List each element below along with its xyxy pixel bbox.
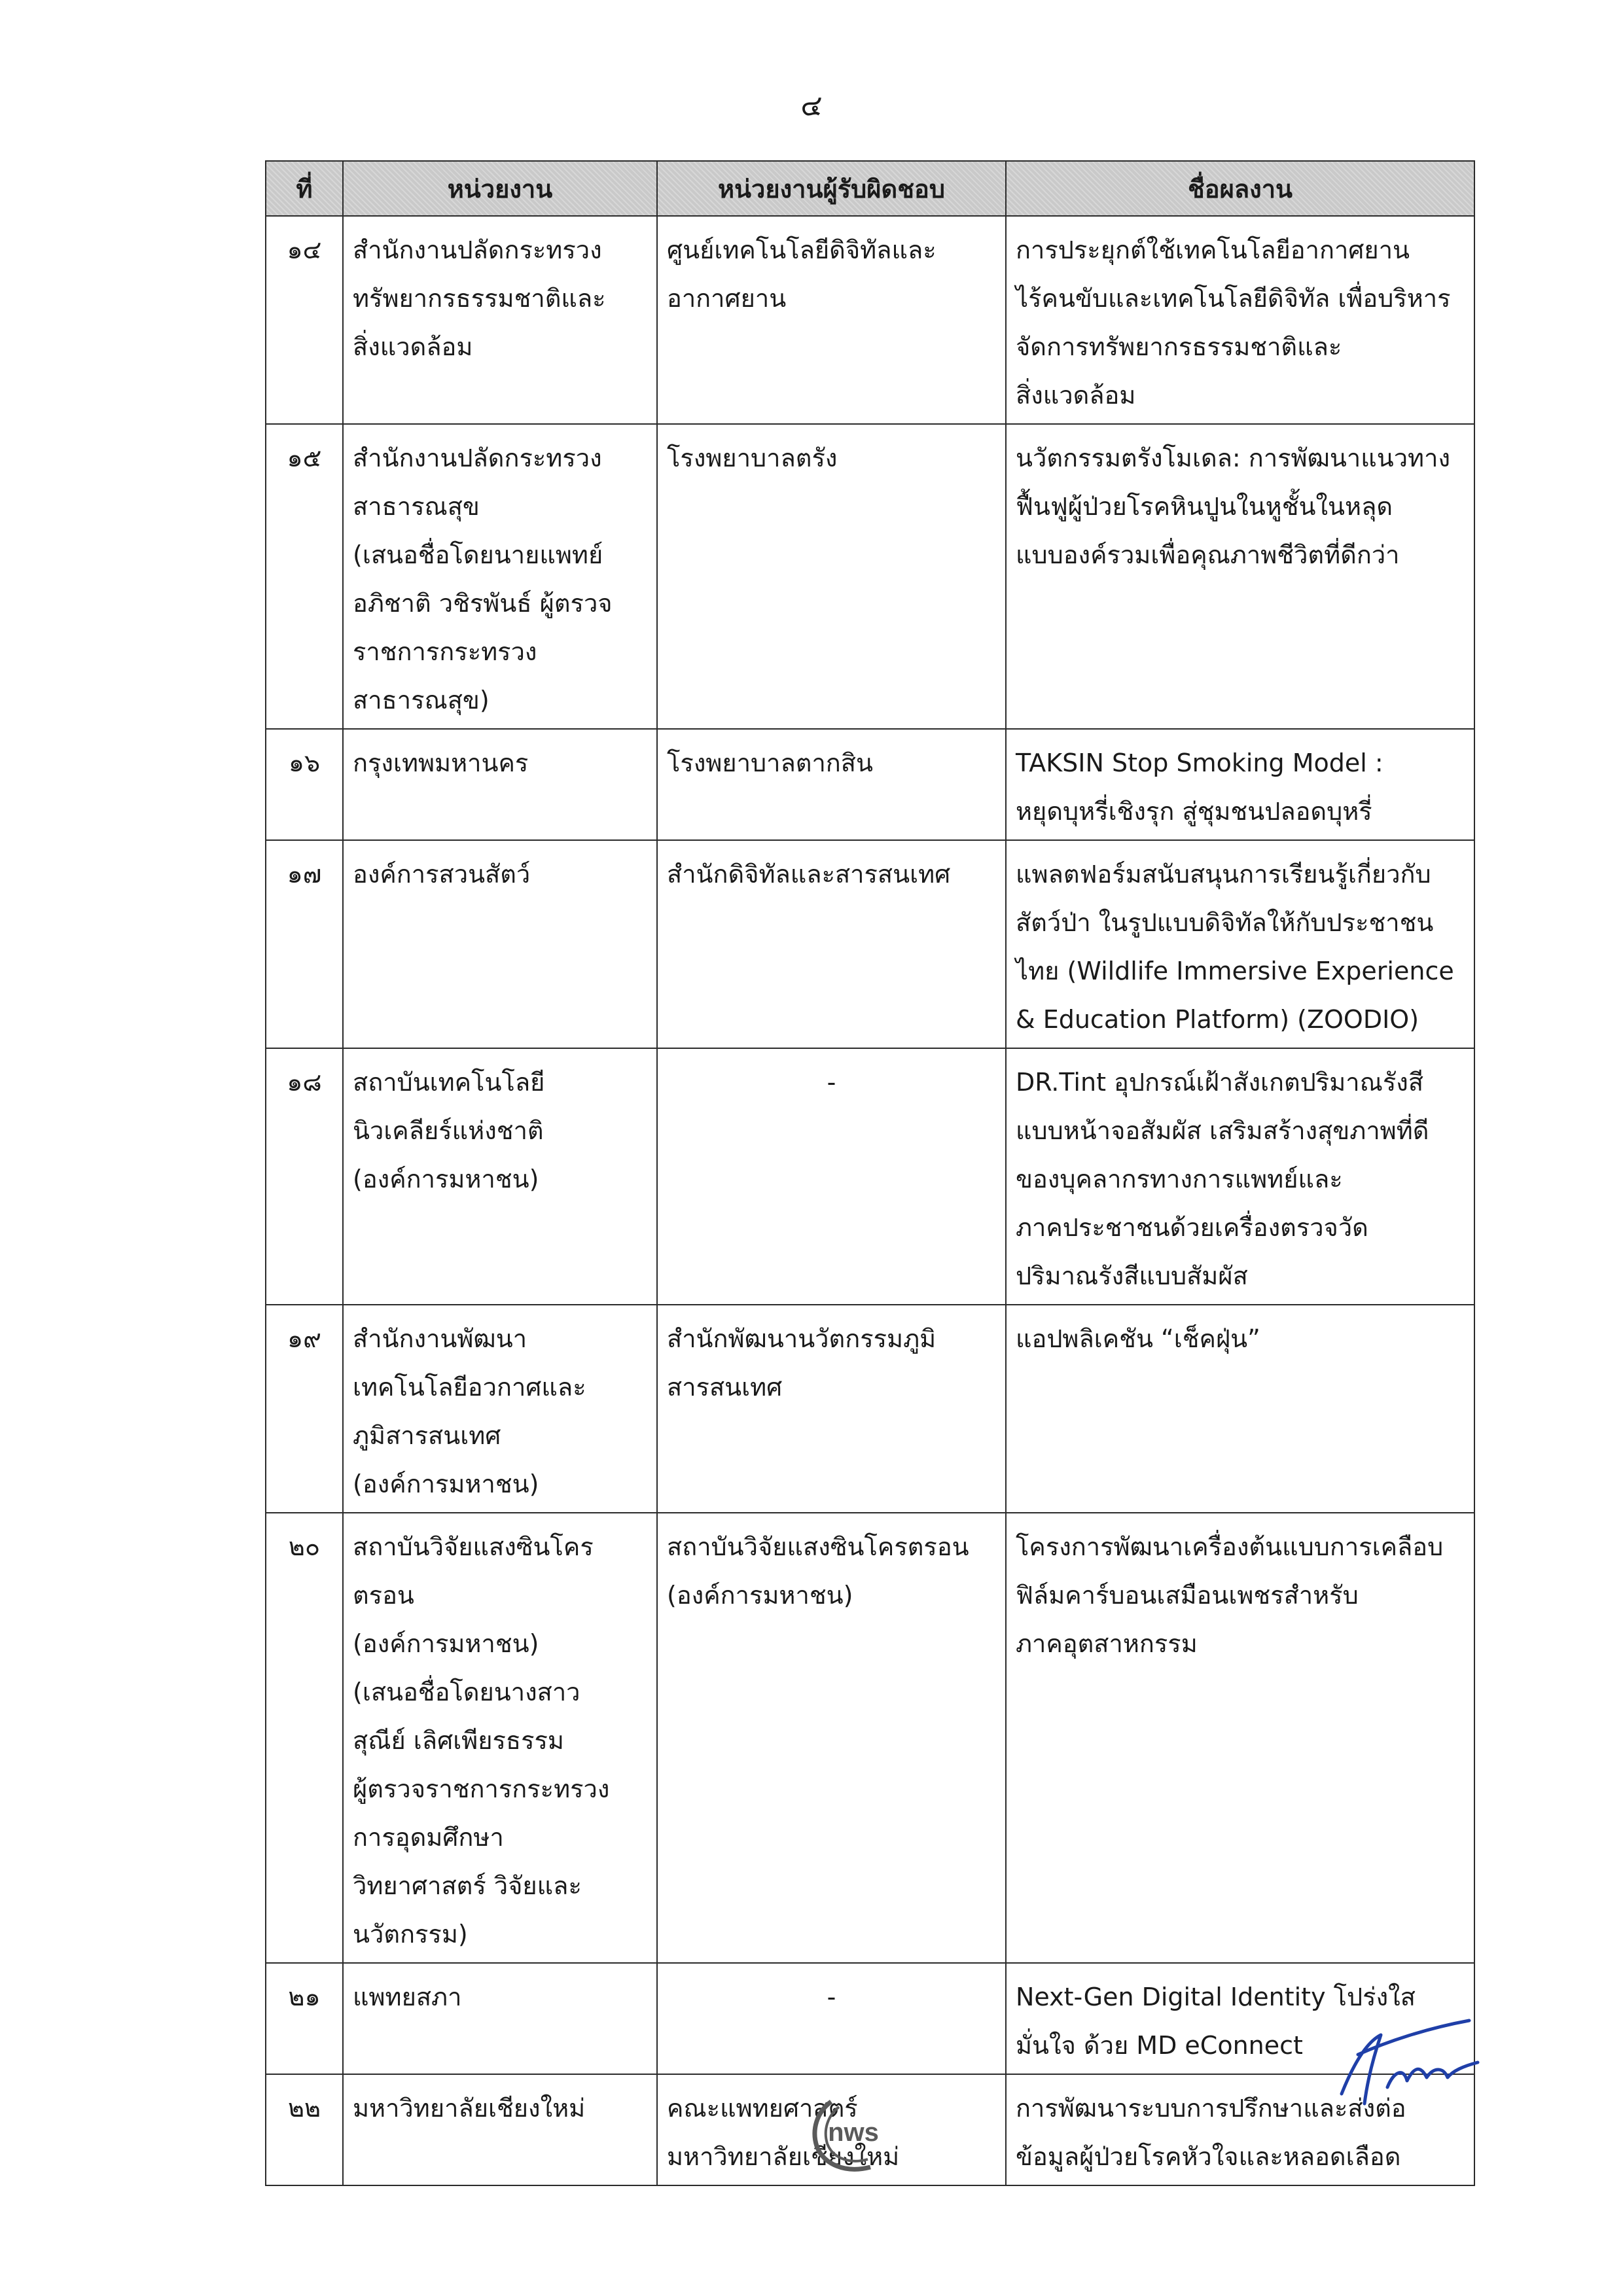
row-number: ๑๔: [266, 216, 343, 424]
agency-cell: สถาบันเทคโนโลยี นิวเคลียร์แห่งชาติ (องค์การมหาชน): [343, 1048, 657, 1305]
work-cell: โครงการพัฒนาเครื่องต้นแบบการเคลือบ ฟิล์มคาร์บอนเสมือนเพชรสำหรับ ภาคอุตสาหกรรม: [1006, 1513, 1474, 1963]
header-no: ที่: [266, 161, 343, 216]
responsible-cell: โรงพยาบาลตากสิน: [657, 729, 1006, 840]
agency-cell: มหาวิทยาลัยเชียงใหม่: [343, 2074, 657, 2185]
table-row: [266, 1305, 1474, 1513]
table-row: [266, 424, 1474, 729]
agency-cell: สำนักงานปลัดกระทรวง ทรัพยากรธรรมชาติและ สิ่งแวดล้อม: [343, 216, 657, 424]
row-number: ๑๖: [266, 729, 343, 840]
row-number: ๑๗: [266, 840, 343, 1048]
header-work: ชื่อผลงาน: [1006, 161, 1474, 216]
work-cell: แพลตฟอร์มสนับสนุนการเรียนรู้เกี่ยวกับ สัตว์ป่า ในรูปแบบดิจิทัลให้กับประชาชน ไทย (Wildlife Immersive Experience & Education Platform) (ZOODIO): [1006, 840, 1474, 1048]
nws-logo-icon: [805, 2094, 897, 2179]
work-cell: TAKSIN Stop Smoking Model : หยุดบุหรี่เชิงรุก สู่ชุมชนปลอดบุหรี่: [1006, 729, 1474, 840]
row-number: ๒๐: [266, 1513, 343, 1963]
table-header-row: [266, 161, 1474, 216]
work-cell: การประยุกต์ใช้เทคโนโลยีอากาศยาน ไร้คนขับและเทคโนโลยีดิจิทัล เพื่อบริหาร จัดการทรัพยากรธรรมชาติและ สิ่งแวดล้อม: [1006, 216, 1474, 424]
handwritten-signature: [1329, 2015, 1486, 2113]
responsible-cell: -: [657, 1963, 1006, 2074]
row-number: ๒๑: [266, 1963, 343, 2074]
table-row: [266, 840, 1474, 1048]
table-row: [266, 729, 1474, 840]
row-number: ๒๒: [266, 2074, 343, 2185]
responsible-cell: สำนักดิจิทัลและสารสนเทศ: [657, 840, 1006, 1048]
awards-table: [265, 160, 1475, 2186]
responsible-cell: สถาบันวิจัยแสงซินโครตรอน (องค์การมหาชน): [657, 1513, 1006, 1963]
responsible-cell: โรงพยาบาลตรัง: [657, 424, 1006, 729]
agency-cell: สำนักงานพัฒนา เทคโนโลยีอวกาศและ ภูมิสารสนเทศ (องค์การมหาชน): [343, 1305, 657, 1513]
agency-cell: สำนักงานปลัดกระทรวง สาธารณสุข (เสนอชื่อโดยนายแพทย์ อภิชาติ วชิรพันธ์ ผู้ตรวจ ราชการกระทรวง สาธารณสุข): [343, 424, 657, 729]
row-number: ๑๕: [266, 424, 343, 729]
responsible-cell: คณะแพทยศาสตร์ มหาวิทยาลัยเชียงใหม่: [657, 2074, 1006, 2185]
agency-cell: แพทยสภา: [343, 1963, 657, 2074]
table-row: [266, 1048, 1474, 1305]
page-number: ๔: [800, 89, 823, 122]
work-cell: Next-Gen Digital Identity โปร่งใส มั่นใจ ด้วย MD eConnect: [1006, 1963, 1474, 2074]
agency-cell: องค์การสวนสัตว์: [343, 840, 657, 1048]
work-cell: นวัตกรรมตรังโมเดล: การพัฒนาแนวทาง ฟื้นฟูผู้ป่วยโรคหินปูนในหูชั้นในหลุด แบบองค์รวมเพื่อคุณภาพชีวิตที่ดีกว่า: [1006, 424, 1474, 729]
work-cell: การพัฒนาระบบการปรึกษาและส่งต่อ ข้อมูลผู้ป่วยโรคหัวใจและหลอดเลือด: [1006, 2074, 1474, 2185]
responsible-cell: -: [657, 1048, 1006, 1305]
agency-cell: สถาบันวิจัยแสงซินโครตรอน (องค์การมหาชน) (เสนอชื่อโดยนางสาว สุณีย์ เลิศเพียรธรรม ผู้ตรวจราชการกระทรวง การอุดมศึกษา วิทยาศาสตร์ วิจัยและ นวัตกรรม): [343, 1513, 657, 1963]
table-row: [266, 1963, 1474, 2074]
table-row: [266, 1513, 1474, 1963]
responsible-cell: ศูนย์เทคโนโลยีดิจิทัลและ อากาศยาน: [657, 216, 1006, 424]
header-responsible: หน่วยงานผู้รับผิดชอบ: [657, 161, 1006, 216]
table-row: [266, 216, 1474, 424]
agency-cell: กรุงเทพมหานคร: [343, 729, 657, 840]
row-number: ๑๘: [266, 1048, 343, 1305]
svg-text:nws: nws: [828, 2118, 879, 2147]
row-number: ๑๙: [266, 1305, 343, 1513]
work-cell: แอปพลิเคชัน “เช็คฝุ่น”: [1006, 1305, 1474, 1513]
header-agency: หน่วยงาน: [343, 161, 657, 216]
work-cell: DR.Tint อุปกรณ์เฝ้าสังเกตปริมาณรังสี แบบหน้าจอสัมผัส เสริมสร้างสุขภาพที่ดี ของบุคลากรทางการแพทย์และ ภาคประชาชนด้วยเครื่องตรวจวัด ปริมาณรังสีแบบสัมผัส: [1006, 1048, 1474, 1305]
responsible-cell: สำนักพัฒนานวัตกรรมภูมิ สารสนเทศ: [657, 1305, 1006, 1513]
